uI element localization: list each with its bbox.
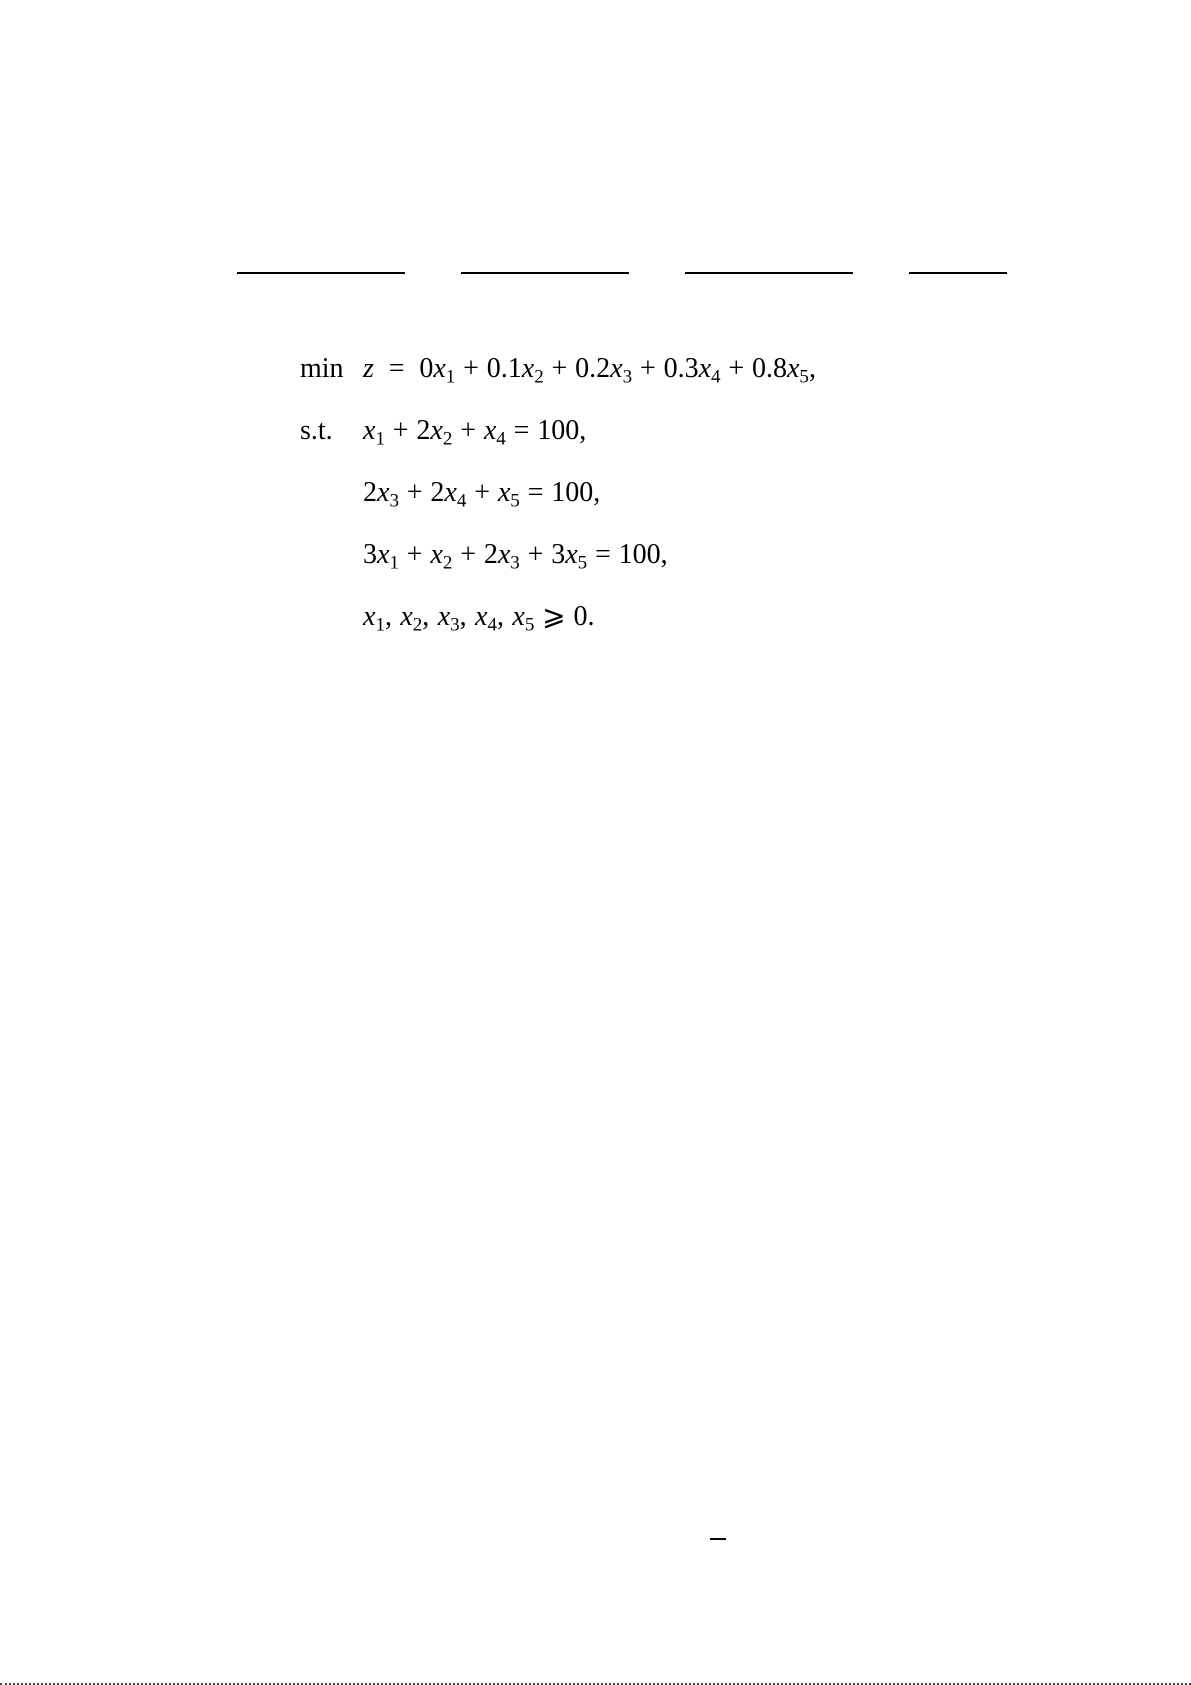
subscript: 5 — [577, 552, 588, 574]
subscript: 4 — [487, 614, 497, 636]
subscript: 4 — [711, 366, 721, 388]
plus-operator: + — [728, 353, 745, 384]
comma-separator: , — [422, 601, 430, 632]
objective-term — [663, 353, 721, 388]
subscript: 3 — [450, 614, 460, 636]
comma-separator: , — [496, 601, 504, 632]
plus-operator: + — [406, 477, 423, 508]
plus-operator: + — [392, 415, 409, 446]
subscript: 2 — [442, 552, 453, 574]
nonnegative-variable — [363, 601, 385, 636]
blank-line-4 — [909, 272, 1007, 274]
subscript: 5 — [510, 490, 520, 512]
objective-term — [575, 353, 633, 388]
constraint-rhs: 100 — [618, 539, 661, 570]
constraint-term — [551, 539, 588, 574]
plus-operator: + — [639, 353, 656, 384]
coefficient: 0.1 — [486, 353, 522, 384]
variable: x — [363, 415, 376, 446]
variable: x — [698, 353, 712, 384]
objective-equals: = — [388, 353, 405, 384]
subscript: 3 — [622, 366, 633, 388]
nonnegativity-expression — [363, 601, 595, 636]
objective-term — [751, 353, 809, 388]
bottom-dash-mark — [710, 1538, 726, 1540]
plus-operator: + — [463, 353, 479, 384]
variable: x — [444, 477, 457, 508]
objective-trailing: , — [808, 353, 816, 384]
coefficient: 2 — [363, 477, 377, 508]
objective-expression — [419, 353, 809, 388]
subscript: 3 — [510, 552, 520, 574]
variable: x — [377, 539, 390, 570]
subscript: 2 — [412, 614, 423, 636]
subscript: 1 — [389, 552, 399, 574]
variable: x — [400, 601, 413, 632]
subscript: 3 — [389, 490, 399, 512]
coefficient: 0.3 — [663, 353, 699, 384]
plus-operator: + — [474, 477, 490, 508]
coefficient: 0.8 — [751, 353, 787, 384]
coefficient: 2 — [430, 477, 445, 508]
constraint-row-2 — [300, 477, 601, 512]
constraint-trailing: , — [660, 539, 668, 570]
constraint-row-3 — [300, 539, 668, 574]
constraint-2-expression — [363, 477, 601, 512]
subscript: 5 — [799, 366, 809, 388]
variable: x — [430, 415, 443, 446]
nonnegativity-trailing: . — [587, 601, 595, 632]
blank-line-2 — [461, 272, 629, 274]
equals-operator: = — [595, 539, 611, 570]
coefficient: 3 — [551, 539, 566, 570]
variable: x — [610, 353, 623, 384]
subscript: 1 — [375, 428, 385, 450]
objective-row — [300, 353, 816, 388]
plus-operator: + — [460, 415, 476, 446]
constraint-term — [483, 539, 520, 574]
subscript: 1 — [375, 614, 385, 636]
variable: x — [786, 353, 800, 384]
st-keyword: s.t. — [300, 415, 333, 446]
subscript: 2 — [442, 428, 453, 450]
variable: x — [363, 601, 376, 632]
subscript: 4 — [456, 490, 467, 512]
comma-separator: , — [459, 601, 467, 632]
plus-operator: + — [460, 539, 476, 570]
equals-operator: = — [527, 477, 544, 508]
variable: x — [521, 353, 535, 384]
subscript: 4 — [496, 428, 506, 450]
min-keyword: min — [300, 353, 344, 384]
nonnegativity-row — [300, 601, 595, 636]
objective-term — [486, 353, 544, 388]
coefficient: 0 — [419, 353, 434, 384]
subscript: 1 — [445, 366, 456, 388]
variable: x — [565, 539, 578, 570]
constraint-trailing: , — [593, 477, 601, 508]
blank-line-1 — [237, 272, 405, 274]
nonnegativity-rhs: 0 — [573, 601, 588, 632]
coefficient: 3 — [363, 539, 377, 570]
nonnegative-variable — [512, 601, 535, 636]
coefficient: 2 — [483, 539, 498, 570]
variable: x — [437, 601, 451, 632]
nonnegative-variable — [475, 601, 497, 636]
plus-operator: + — [527, 539, 544, 570]
constraint-term — [416, 415, 453, 450]
constraint-trailing: , — [579, 415, 587, 446]
constraint-term — [430, 539, 453, 574]
coefficient: 0.2 — [575, 353, 611, 384]
geq-operator: ⩾ — [542, 601, 566, 632]
objective-variable: z — [363, 353, 374, 384]
constraint-term — [363, 477, 399, 512]
plus-operator: + — [406, 539, 423, 570]
nonnegative-variable — [400, 601, 423, 636]
coefficient: 2 — [416, 415, 431, 446]
constraint-rhs: 100 — [537, 415, 580, 446]
constraint-term — [363, 539, 399, 574]
variable: x — [497, 539, 511, 570]
blank-line-3 — [685, 272, 853, 274]
constraint-term — [483, 415, 506, 450]
variable: x — [433, 353, 446, 384]
variable: x — [475, 601, 488, 632]
variable: x — [512, 601, 525, 632]
constraint-rhs: 100 — [551, 477, 594, 508]
constraint-term — [363, 415, 385, 450]
subscript: 2 — [534, 366, 544, 388]
variable: x — [497, 477, 511, 508]
constraint-term — [430, 477, 467, 512]
variable: x — [377, 477, 390, 508]
constraint-row-1 — [300, 415, 587, 450]
constraint-term — [497, 477, 520, 512]
plus-operator: + — [551, 353, 568, 384]
objective-term — [419, 353, 456, 388]
constraint-1-expression — [363, 415, 587, 450]
subscript: 5 — [524, 614, 535, 636]
equals-operator: = — [513, 415, 530, 446]
variable: x — [483, 415, 497, 446]
nonnegative-variable — [437, 601, 460, 636]
constraint-3-expression — [363, 539, 668, 574]
comma-separator: , — [384, 601, 392, 632]
variable: x — [430, 539, 443, 570]
